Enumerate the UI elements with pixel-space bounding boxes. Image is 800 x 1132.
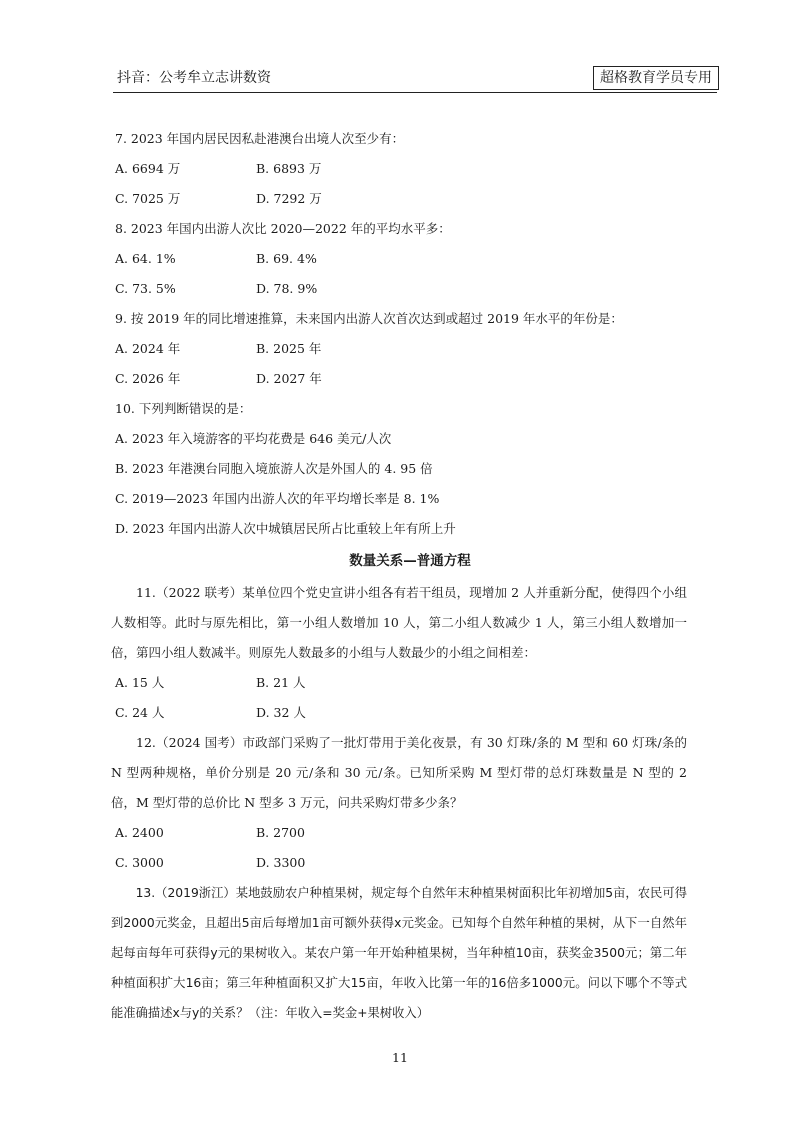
question-8-options-row2 (115, 274, 685, 304)
question-12-options-row1 (115, 818, 685, 848)
option-b: B. 6893 万 (256, 161, 322, 176)
option-d: D. 32 人 (256, 705, 306, 720)
question-11-options-row1 (115, 668, 685, 698)
option-d: D. 2027 年 (256, 371, 322, 386)
question-9-options-row1 (115, 334, 685, 364)
option-b: B. 21 人 (256, 675, 306, 690)
option-b: B. 2700 (256, 825, 305, 840)
question-8-stem: 8. 2023 年国内出游人次比 2020—2022 年的平均水平多： (115, 221, 451, 236)
question-10-option-a (115, 424, 685, 454)
question-10-option-b (115, 454, 685, 484)
option-c: C. 24 人 (115, 705, 165, 720)
option-d: D. 2023 年国内出游人次中城镇居民所占比重较上年有所上升 (115, 521, 456, 536)
question-11-stem: 11.（2022 联考）某单位四个党史宣讲小组各有若干组员，现增加 2 人并重新分配，使得四个小组人数相等。此时与原先相比，第一小组人数增加 10 人，第二小组人数减少 1 人，第三小组人数增加一倍，第四小组人数减半。则原先人数最多的小组与人数最少的小组之间相差： (111, 585, 687, 660)
option-c: C. 2019—2023 年国内出游人次的年平均增长率是 8. 1% (115, 491, 440, 506)
section-title: 数量关系—普通方程 (349, 553, 471, 569)
header-rule (113, 92, 717, 93)
question-7-stem: 7. 2023 年国内居民因私赴港澳台出境人次至少有： (115, 131, 405, 146)
page-content (111, 124, 687, 1028)
question-11-options-row2 (115, 698, 685, 728)
question-10-option-d (115, 514, 685, 544)
option-c: C. 7025 万 (115, 191, 181, 206)
question-9-stem: 9. 按 2019 年的同比增速推算，未来国内出游人次首次达到或超过 2019 年水平的年份是： (115, 311, 623, 326)
header-channel: 抖音：公考牟立志讲数资 (117, 70, 271, 86)
option-d: D. 78. 9% (256, 281, 318, 296)
question-9-options-row2 (115, 364, 685, 394)
option-a: A. 64. 1% (115, 251, 176, 266)
option-b: B. 2025 年 (256, 341, 322, 356)
question-7-options-row2 (115, 184, 685, 214)
option-c: C. 73. 5% (115, 281, 176, 296)
question-10-stem: 10. 下列判断错误的是： (115, 401, 252, 416)
option-c: C. 3000 (115, 855, 164, 870)
option-b: B. 2023 年港澳台同胞入境旅游人次是外国人的 4. 95 倍 (115, 461, 433, 476)
page-number: 11 (392, 1050, 408, 1065)
option-b: B. 69. 4% (256, 251, 317, 266)
option-a: A. 2023 年入境游客的平均花费是 646 美元/人次 (115, 431, 392, 446)
option-a: A. 15 人 (115, 675, 165, 690)
question-8-options-row1 (115, 244, 685, 274)
option-c: C. 2026 年 (115, 371, 181, 386)
header-badge: 超格教育学员专用 (593, 66, 719, 90)
question-10-option-c (115, 484, 685, 514)
option-d: D. 7292 万 (256, 191, 322, 206)
option-a: A. 2024 年 (115, 341, 181, 356)
question-12-stem: 12.（2024 国考）市政部门采购了一批灯带用于美化夜景，有 30 灯珠/条的 M 型和 60 灯珠/条的 N 型两种规格，单价分别是 20 元/条和 30 元/条。已知所采购 M 型灯带的总灯珠数量是 N 型的 2 倍，M 型灯带的总价比 N 型多 3 万元，问共采购灯带多少条？ (111, 735, 687, 810)
question-12-options-row2 (115, 848, 685, 878)
option-a: A. 2400 (115, 825, 164, 840)
option-a: A. 6694 万 (115, 161, 181, 176)
question-13-stem: 13.（2019浙江）某地鼓励农户种植果树，规定每个自然年末种植果树面积比年初增加5亩，农民可得到2000元奖金，且超出5亩后每增加1亩可额外获得x元奖金。已知每个自然年种植的果树，从下一自然年起每亩每年可获得y元的果树收入。某农户第一年开始种植果树，当年种植10亩，获奖金3500元；第二年种植面积扩大16亩；第三年种植面积又扩大15亩，年收入比第一年的16倍多1000元。问以下哪个不等式能准确描述x与y的关系？（注：年收入=奖金+果树收入） (111, 886, 687, 1020)
option-d: D. 3300 (256, 855, 306, 870)
question-7-options-row1 (115, 154, 685, 184)
